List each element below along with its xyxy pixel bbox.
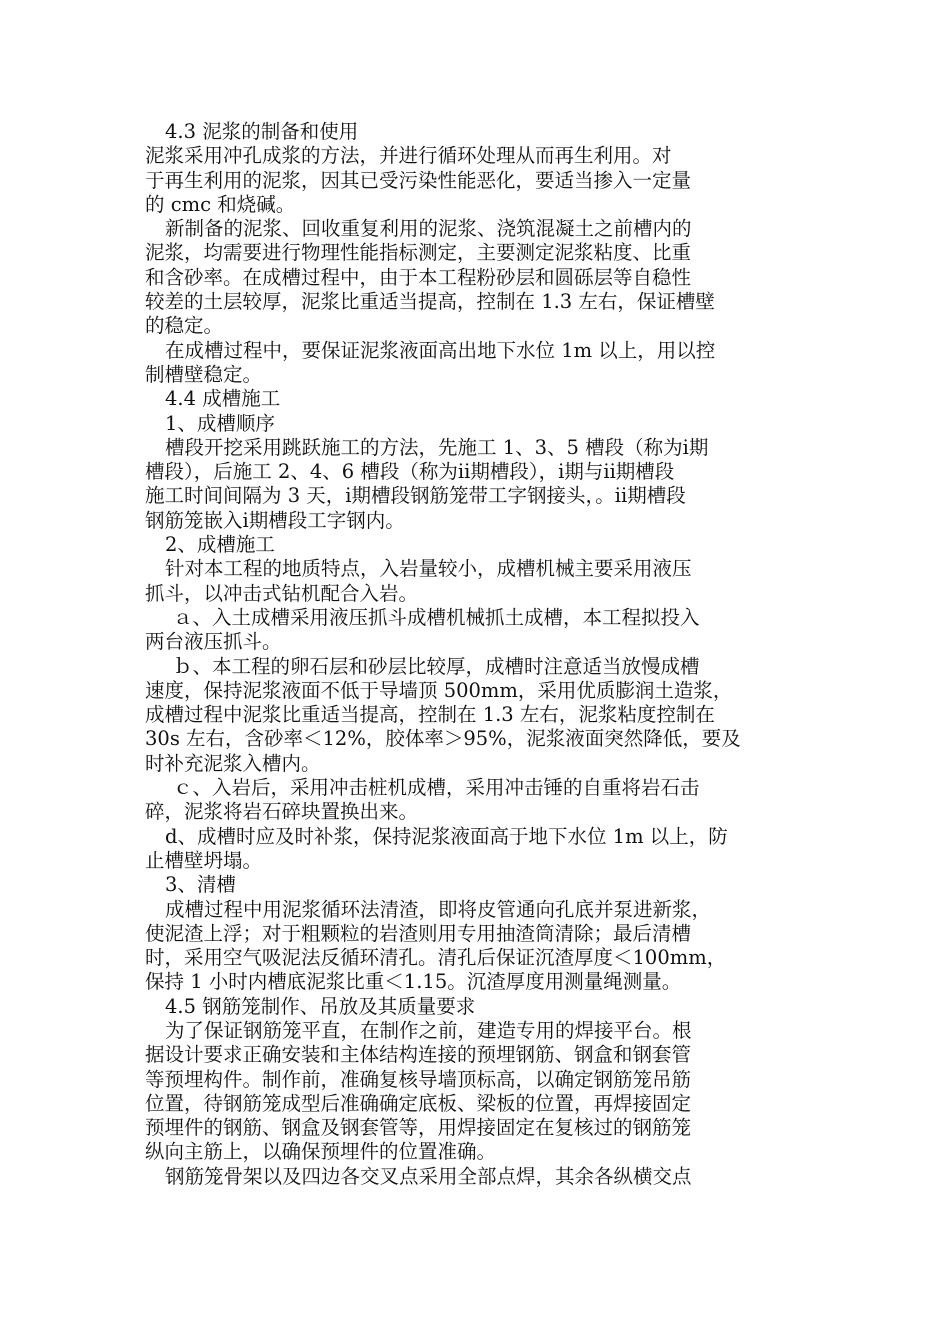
text-line: 30s 左右，含砂率＜12%，胶体率＞95%，泥浆液面突然降低，要及 xyxy=(145,727,741,751)
text-line: 止槽壁坍塌。 xyxy=(145,848,263,872)
text-line: 槽段开挖采用跳跃施工的方法，先施工 1、3、5 槽段（称为ⅰ期 xyxy=(165,435,709,459)
text-line: 1、成槽顺序 xyxy=(165,411,275,435)
text-line: 时，采用空气吸泥法反循环清孔。清孔后保证沉渣厚度＜100mm， xyxy=(145,946,727,970)
text-line: 为了保证钢筋笼平直，在制作之前，建造专用的焊接平台。根 xyxy=(165,1018,692,1042)
text-line: 钢筋笼嵌入ⅰ期槽段工字钢内。 xyxy=(145,508,405,532)
text-line: 成槽过程中泥浆比重适当提高，控制在 1.3 左右，泥浆粘度控制在 xyxy=(145,703,715,727)
text-line: 针对本工程的地质特点，入岩量较小，成槽机械主要采用液压 xyxy=(165,557,692,581)
text-line: 成槽过程中用泥浆循环法清渣，即将皮管通向孔底并泵进新浆， xyxy=(165,897,712,921)
text-line: 位置，待钢筋笼成型后准确确定底板、梁板的位置，再焊接固定 xyxy=(145,1091,692,1115)
text-line: 泥浆采用冲孔成浆的方法，并进行循环处理从而再生利用。对 xyxy=(145,144,672,168)
text-line: 4.4 成槽施工 xyxy=(165,387,281,411)
text-line: 和含砂率。在成槽过程中，由于本工程粉砂层和圆砾层等自稳性 xyxy=(145,265,692,289)
text-line: 在成槽过程中，要保证泥浆液面高出地下水位 1m 以上，用以控 xyxy=(165,338,716,362)
text-line: 保持 1 小时内槽底泥浆比重＜1.15。沉渣厚度用测量绳测量。 xyxy=(145,970,682,994)
text-line: 碎，泥浆将岩石碎块置换出来。 xyxy=(145,800,419,824)
text-line: 4.5 钢筋笼制作、吊放及其质量要求 xyxy=(165,994,476,1018)
text-line: 纵向主筋上，以确保预埋件的位置准确。 xyxy=(145,1140,497,1164)
text-line: 3、清槽 xyxy=(165,873,236,897)
text-line: 的稳定。 xyxy=(145,314,224,338)
text-line: 泥浆，均需要进行物理性能指标测定，主要测定泥浆粘度、比重 xyxy=(145,241,692,265)
text-line: 新制备的泥浆、回收重复利用的泥浆、浇筑混凝土之前槽内的 xyxy=(165,217,692,241)
text-line: 使泥渣上浮；对于粗颗粒的岩渣则用专用抽渣筒清除；最后清槽 xyxy=(145,921,692,945)
text-line: 于再生利用的泥浆，因其已受污染性能恶化，要适当掺入一定量 xyxy=(145,168,692,192)
text-line: 的 cmc 和烧碱。 xyxy=(145,192,296,216)
text-line: ａ、入土成槽采用液压抓斗成槽机械抓土成槽，本工程拟投入 xyxy=(173,605,700,629)
text-line: 槽段），后施工 2、4、6 槽段（称为ⅱ期槽段），ⅰ期与ⅱ期槽段 xyxy=(145,460,675,484)
text-line: 钢筋笼骨架以及四边各交叉点采用全部点焊，其余各纵横交点 xyxy=(165,1164,692,1188)
text-line: ｃ、入岩后，采用冲击桩机成槽，采用冲击锤的自重将岩石击 xyxy=(173,776,700,800)
text-line: 两台液压抓斗。 xyxy=(145,630,282,654)
document-body xyxy=(145,120,795,1189)
text-line: 制槽壁稳定。 xyxy=(145,362,263,386)
text-line: 预埋件的钢筋、钢盒及钢套管等，用焊接固定在复核过的钢筋笼 xyxy=(145,1116,692,1140)
text-line: 抓斗，以冲击式钻机配合入岩。 xyxy=(145,581,419,605)
text-line: 速度，保持泥浆液面不低于导墙顶 500mm，采用优质膨润土造浆， xyxy=(145,678,733,702)
text-line: 据设计要求正确安装和主体结构连接的预埋钢筋、钢盒和钢套管 xyxy=(145,1043,692,1067)
text-line: 2、成槽施工 xyxy=(165,533,275,557)
text-line: 较差的土层较厚，泥浆比重适当提高，控制在 1.3 左右，保证槽壁 xyxy=(145,290,715,314)
text-line: 4.3 泥浆的制备和使用 xyxy=(165,120,359,143)
text-line: 等预埋构件。制作前，准确复核导墙顶标高，以确定钢筋笼吊筋 xyxy=(145,1067,692,1091)
text-line: 施工时间间隔为 3 天，ⅰ期槽段钢筋笼带工字钢接头，。ⅱ期槽段 xyxy=(145,484,686,508)
text-line: d、成槽时应及时补浆，保持泥浆液面高于地下水位 1m 以上，防 xyxy=(165,824,728,848)
text-line: ｂ、本工程的卵石层和砂层比较厚，成槽时注意适当放慢成槽 xyxy=(173,654,700,678)
text-line: 时补充泥浆入槽内。 xyxy=(145,751,321,775)
